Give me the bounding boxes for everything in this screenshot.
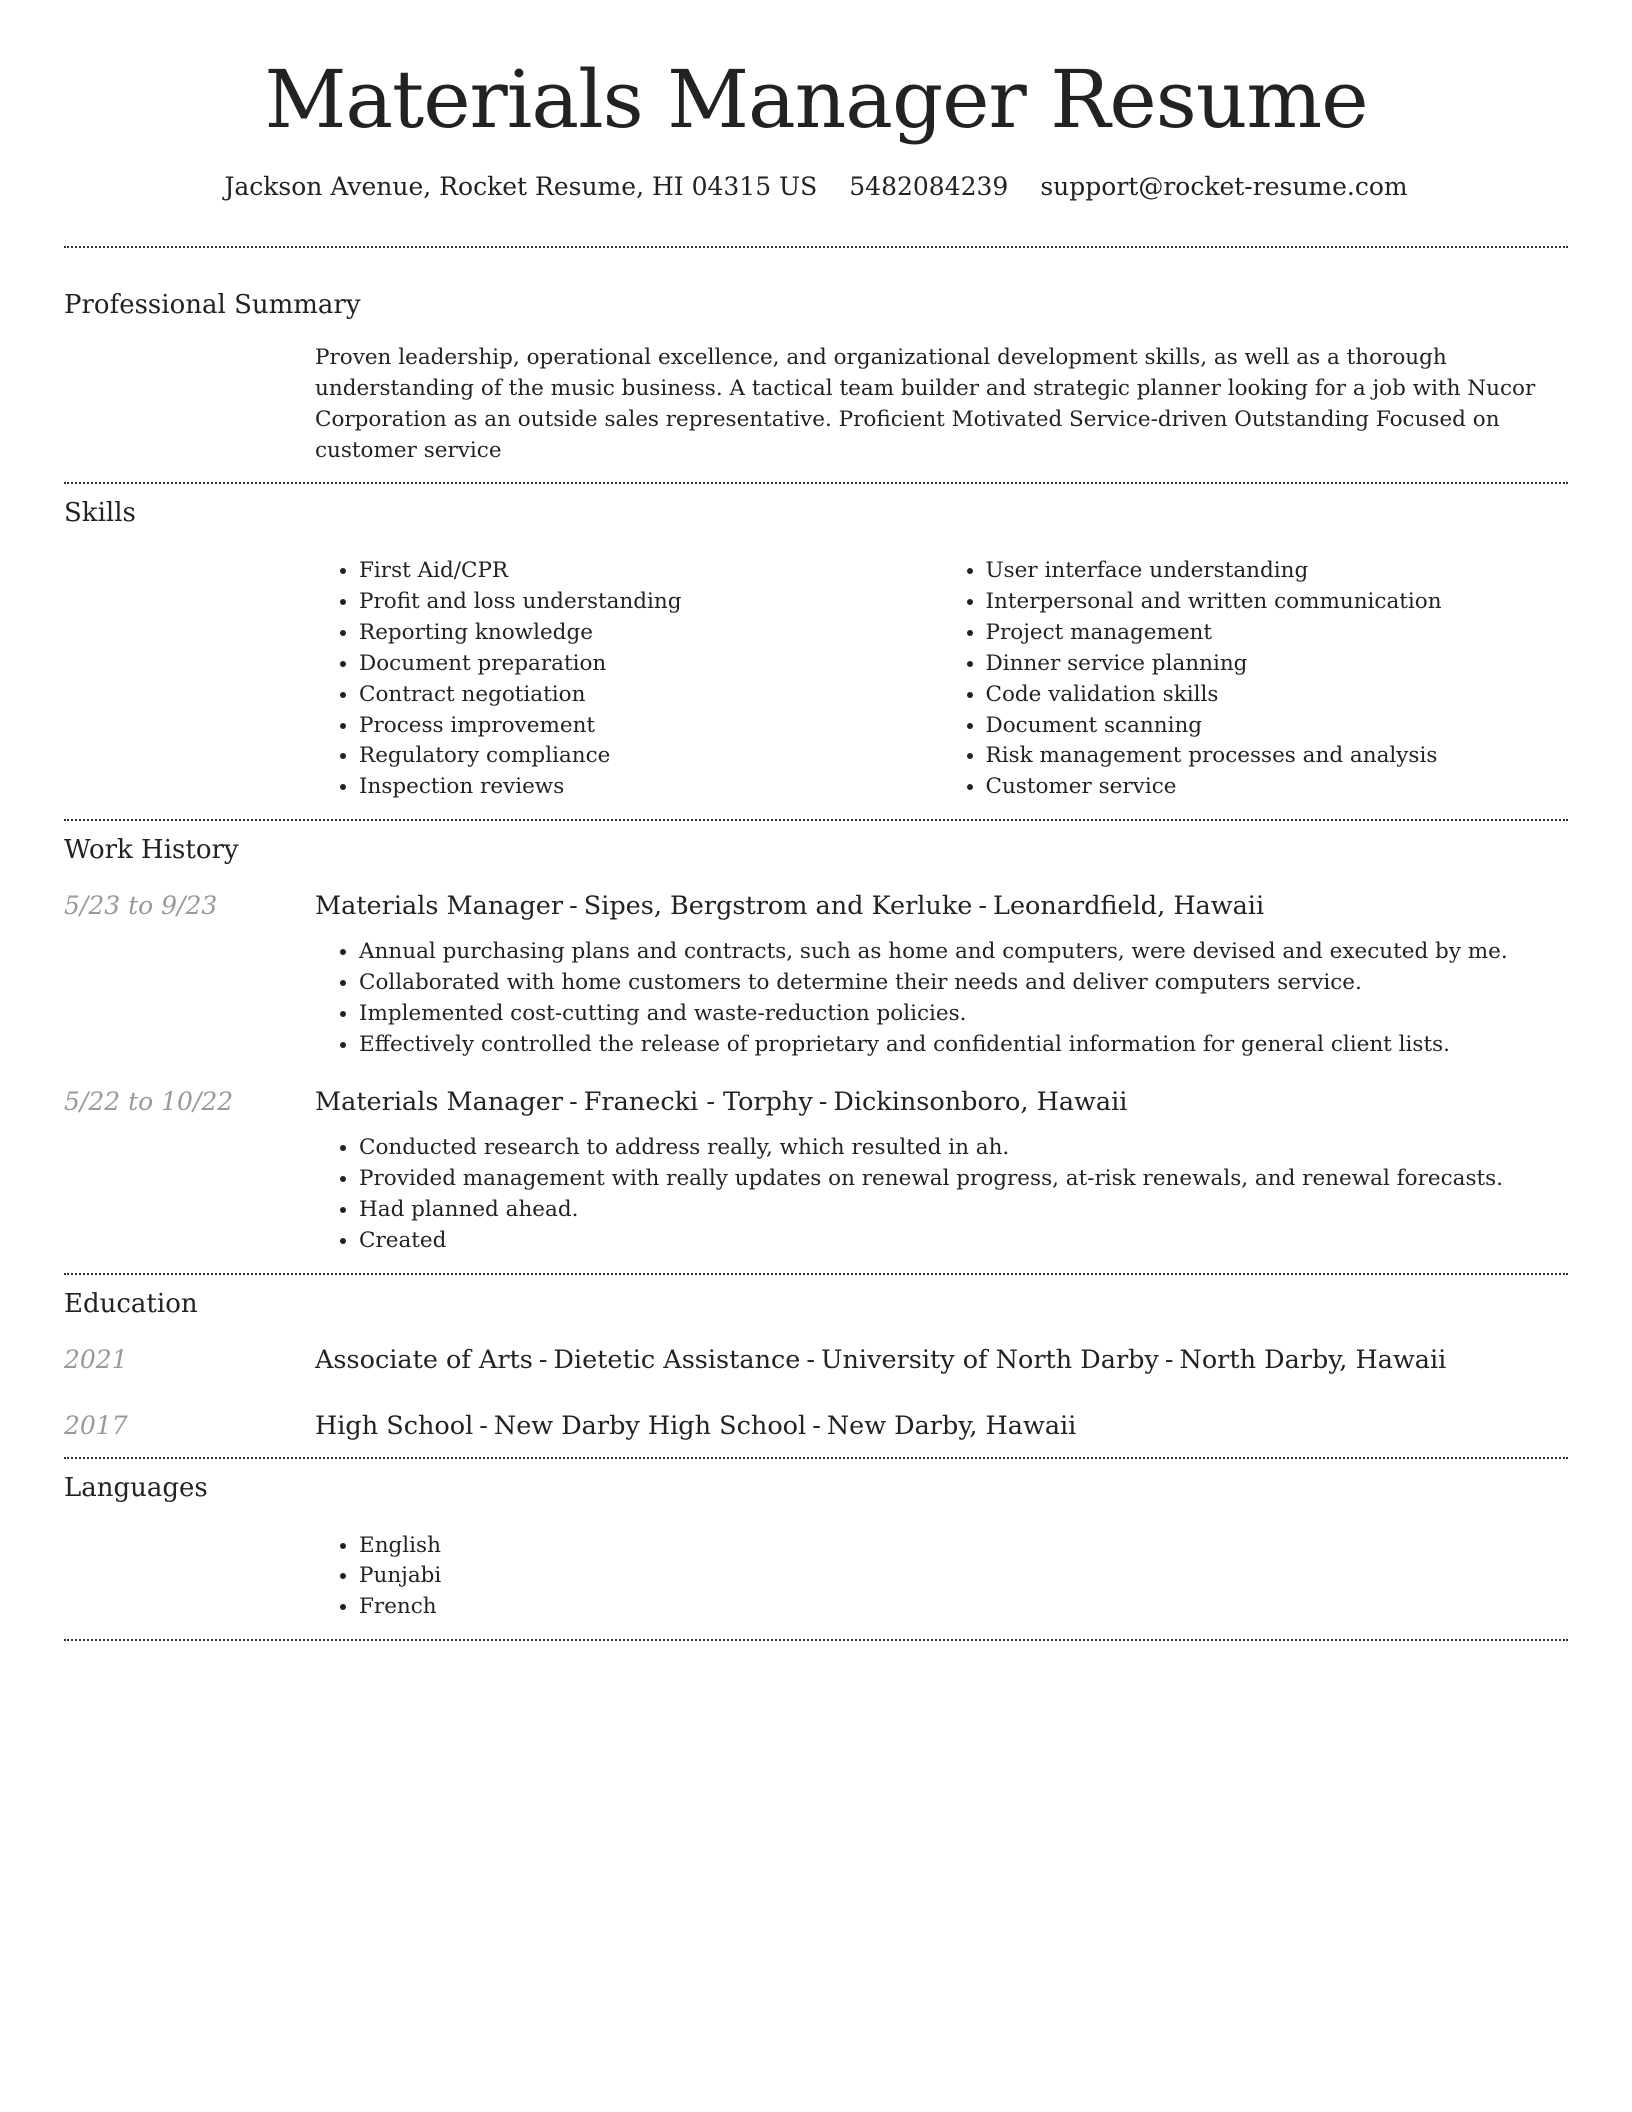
- skill-item: • First Aid/CPR: [359, 556, 942, 587]
- language-item: • Punjabi: [359, 1561, 1568, 1592]
- education-school: University of North Darby: [821, 1344, 1159, 1375]
- skills-columns: [315, 556, 1568, 803]
- job-title: Materials Manager: [315, 891, 564, 922]
- skill-item: • Process improvement: [359, 711, 942, 742]
- section-divider: [64, 1639, 1568, 1641]
- skills-list-left: [315, 556, 942, 803]
- job-bullet: • Had planned ahead.: [359, 1195, 1568, 1226]
- job-bullets: [315, 1133, 1568, 1257]
- job-company: Sipes, Bergstrom and Kerluke: [583, 891, 973, 922]
- education-entry: [64, 1409, 1568, 1443]
- skill-item: • Contract negotiation: [359, 680, 942, 711]
- skill-item: • Inspection reviews: [359, 772, 942, 803]
- job-heading: [315, 1085, 1568, 1119]
- education-body: [315, 1409, 1568, 1443]
- work-history-section: [64, 821, 1568, 1272]
- job-body: [315, 889, 1568, 1061]
- separator: -: [538, 1344, 548, 1375]
- job-bullet: • Provided management with really updates on renewal progress, at-risk renewals, and renewal forecasts.: [359, 1164, 1568, 1195]
- job-title: Materials Manager: [315, 1086, 564, 1117]
- languages-heading: Languages: [64, 1472, 208, 1503]
- skill-item: • Document preparation: [359, 649, 942, 680]
- education-location: New Darby, Hawaii: [826, 1410, 1077, 1441]
- language-item: • French: [359, 1592, 1568, 1623]
- education-degree: Associate of Arts: [315, 1344, 533, 1375]
- summary-text: Proven leadership, operational excellence, and organizational development skills, as well as a thorough understanding of the music business. A tactical team builder and strategic planner looking for a job with Nucor Corporation as an outside sales representative. Proficient Motivated Service-driven Outstanding Focused on customer service: [315, 345, 1536, 463]
- summary-heading: Professional Summary: [64, 290, 361, 320]
- summary-content: [315, 342, 1568, 466]
- contact-info: [64, 170, 1568, 204]
- work-history-heading: Work History: [64, 835, 239, 866]
- separator: -: [978, 891, 988, 922]
- separator: -: [569, 891, 578, 922]
- education-year: 2017: [64, 1410, 128, 1440]
- education-body: [315, 1343, 1568, 1377]
- resume-header: [64, 0, 1568, 204]
- skill-item: • Customer service: [986, 772, 1569, 803]
- education-field: Dietetic Assistance: [553, 1344, 801, 1375]
- skill-item: • Project management: [986, 618, 1569, 649]
- job-heading: [315, 889, 1568, 923]
- language-item: • English: [359, 1531, 1568, 1562]
- skill-item: • Regulatory compliance: [359, 741, 942, 772]
- contact-phone: 5482084239: [849, 172, 1009, 201]
- separator: -: [818, 1086, 828, 1117]
- job-bullet: • Conducted research to address really, which resulted in ah.: [359, 1133, 1568, 1164]
- separator: -: [806, 1344, 816, 1375]
- job-bullet: • Annual purchasing plans and contracts, such as home and computers, were devised and executed by me.: [359, 937, 1568, 968]
- languages-section: [64, 1459, 1568, 1640]
- education-heading: Education: [64, 1288, 198, 1319]
- job-entry: [64, 889, 1568, 1061]
- job-bullets: [315, 937, 1568, 1061]
- skills-section: [64, 484, 1568, 819]
- education-location: North Darby, Hawaii: [1179, 1344, 1447, 1375]
- job-entry: [64, 1085, 1568, 1257]
- languages-list: [315, 1531, 1568, 1624]
- job-dates: 5/22 to 10/22: [64, 1086, 234, 1116]
- separator: -: [812, 1410, 821, 1441]
- job-bullet: • Implemented cost-cutting and waste-reduction policies.: [359, 999, 1568, 1030]
- skill-item: • Profit and loss understanding: [359, 587, 942, 618]
- skill-item: • User interface understanding: [986, 556, 1569, 587]
- education-entry: [64, 1343, 1568, 1377]
- job-bullet: • Created: [359, 1226, 1568, 1257]
- job-body: [315, 1085, 1568, 1257]
- separator: -: [1164, 1344, 1174, 1375]
- job-bullet: • Effectively controlled the release of proprietary and confidential information for general client lists.: [359, 1030, 1568, 1061]
- education-year: 2021: [64, 1344, 128, 1374]
- job-location: Leonardfield, Hawaii: [993, 891, 1265, 922]
- skill-item: • Interpersonal and written communication: [986, 587, 1569, 618]
- job-bullet: • Collaborated with home customers to determine their needs and deliver computers service.: [359, 968, 1568, 999]
- education-heading-line: [315, 1343, 1568, 1377]
- job-company: Franecki - Torphy: [583, 1086, 813, 1117]
- skills-heading: Skills: [64, 498, 136, 528]
- skill-item: • Risk management processes and analysis: [986, 741, 1569, 772]
- separator: -: [479, 1410, 488, 1441]
- skills-list-right: [942, 556, 1569, 803]
- job-dates: 5/23 to 9/23: [64, 891, 218, 921]
- summary-section: [64, 248, 1568, 482]
- separator: -: [569, 1086, 578, 1117]
- page-title: Materials Manager Resume: [264, 53, 1368, 146]
- contact-address: Jackson Avenue, Rocket Resume, HI 04315 US: [224, 172, 818, 201]
- skill-item: • Document scanning: [986, 711, 1569, 742]
- job-location: Dickinsonboro, Hawaii: [833, 1086, 1128, 1117]
- skill-item: • Code validation skills: [986, 680, 1569, 711]
- education-degree: High School: [315, 1410, 474, 1441]
- education-school: New Darby High School: [493, 1410, 807, 1441]
- contact-email: support@rocket-resume.com: [1040, 172, 1408, 201]
- education-section: [64, 1275, 1568, 1457]
- languages-content: [315, 1531, 1568, 1624]
- skill-item: • Dinner service planning: [986, 649, 1569, 680]
- skill-item: • Reporting knowledge: [359, 618, 942, 649]
- education-heading-line: [315, 1409, 1568, 1443]
